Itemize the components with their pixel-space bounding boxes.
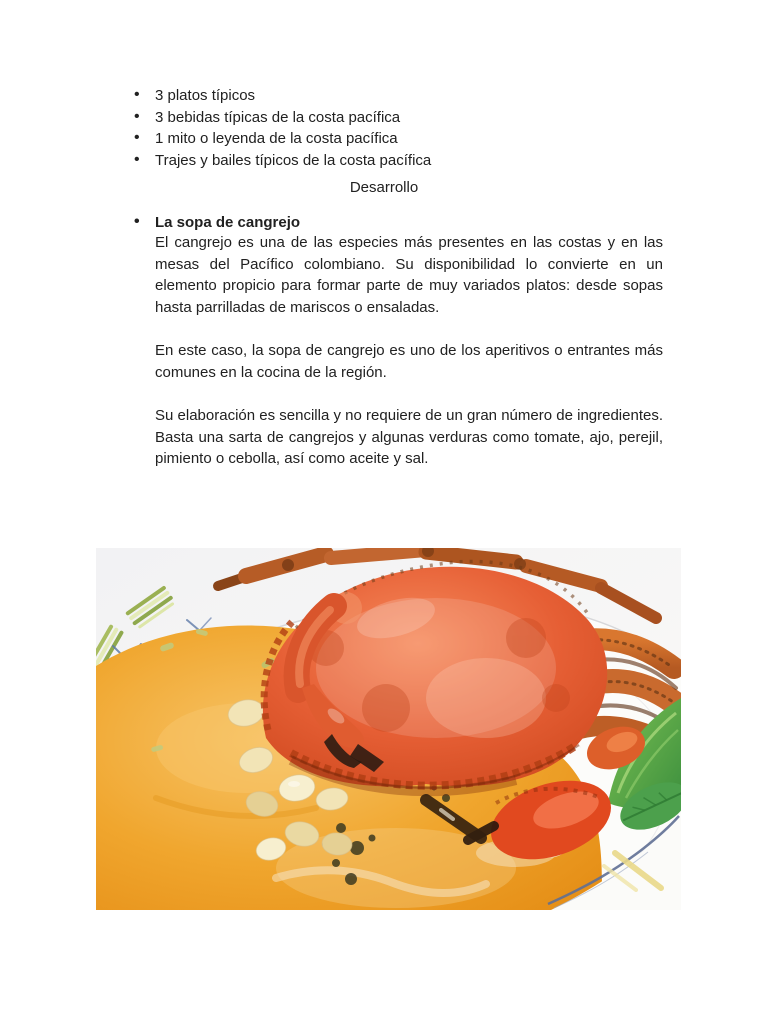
list-item-text: Trajes y bailes típicos de la costa pacífica — [155, 151, 432, 169]
crab-soup-photo — [96, 548, 681, 910]
list-item-text: 1 mito o leyenda de la costa pacífica — [155, 130, 398, 147]
list-item-text: 3 bebidas típicas de la costa pacífica — [155, 108, 401, 126]
topic-bullet-list — [133, 212, 300, 234]
paragraph: El cangrejo es una de las especies más presentes en las costas y en las mesas del Pacífico colombiano. Su disponibilidad lo convierte en un elemento propicio para formar parte de muy variados platos: desde sopas hasta parrilladas de mariscos o ensaladas. — [155, 234, 663, 316]
intro-bullet-list — [133, 85, 431, 171]
paragraph: En este caso, la sopa de cangrejo es uno de los aperitivos o entrantes más comunes en la cocina de la región. — [155, 342, 663, 381]
crab-soup-illustration — [96, 548, 681, 910]
list-item-text: 3 platos típicos — [155, 87, 256, 104]
section-heading: Desarrollo — [349, 179, 419, 196]
list-item — [133, 85, 431, 107]
list-item — [133, 107, 431, 129]
topic-title: • La sopa de cangrejo — [133, 212, 300, 234]
list-item — [133, 128, 431, 150]
list-item — [133, 150, 431, 172]
paragraph: Su elaboración es sencilla y no requiere de un gran número de ingredientes. Basta una sarta de cangrejos y algunas verduras como tomate, ajo, perejil, pimiento o cebolla, así como aceite y sal. — [155, 407, 663, 467]
